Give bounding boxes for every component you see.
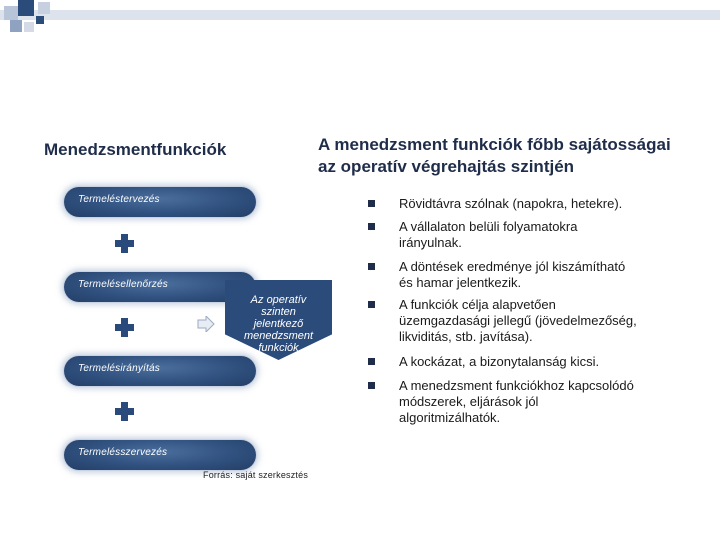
square-bullet-icon bbox=[368, 301, 375, 308]
list-item-line: likviditás, stb. javítása). bbox=[399, 329, 533, 344]
decorative-square bbox=[24, 22, 34, 32]
list-item-text bbox=[399, 219, 699, 251]
list-item-line: üzemgazdasági jellegű (jövedelmezőség, bbox=[399, 313, 637, 328]
list-item-line: A kockázat, a bizonytalanság kicsi. bbox=[399, 354, 600, 369]
right-title-line: A menedzsment funkciók főbb sajátosságai bbox=[318, 135, 671, 154]
list-item-line: A vállalaton belüli folyamatokra bbox=[399, 219, 578, 234]
header-band bbox=[0, 10, 720, 20]
decorative-square bbox=[36, 16, 44, 24]
right-title bbox=[318, 134, 678, 178]
function-label: Termeléstervezés bbox=[78, 194, 160, 205]
square-bullet-icon bbox=[368, 263, 375, 270]
square-bullet-icon bbox=[368, 358, 375, 365]
square-bullet-icon bbox=[368, 200, 375, 207]
list-item-line: A menedzsment funkciókhoz kapcsolódó bbox=[399, 378, 634, 393]
function-label: Termelésirányítás bbox=[78, 363, 160, 374]
list-item-text bbox=[399, 297, 699, 345]
right-title-line: az operatív végrehajtás szintjén bbox=[318, 157, 575, 176]
list-item-text bbox=[399, 378, 699, 426]
center-callout-line: szinten bbox=[261, 306, 296, 318]
center-callout-line: Az operatív bbox=[250, 294, 307, 306]
source-note: Forrás: saját szerkesztés bbox=[203, 470, 309, 480]
decorative-square bbox=[4, 6, 18, 20]
function-pill-organization bbox=[64, 440, 256, 470]
function-pill-direction bbox=[64, 356, 256, 386]
list-item-line: A funkciók célja alapvetően bbox=[399, 297, 556, 312]
decorative-square bbox=[18, 0, 34, 16]
list-item-line: módszerek, eljárások jól bbox=[399, 394, 539, 409]
square-bullet-icon bbox=[368, 223, 375, 230]
list-item-line: irányulnak. bbox=[399, 235, 462, 250]
decorative-square bbox=[10, 20, 22, 32]
arrow-right-icon bbox=[197, 316, 215, 332]
plus-icon bbox=[115, 318, 134, 337]
list-item-text bbox=[399, 354, 699, 370]
list-item-line: A döntések eredménye jól kiszámítható bbox=[399, 259, 626, 274]
list-item-text bbox=[399, 196, 699, 212]
left-title: Menedzsmentfunkciók bbox=[44, 140, 227, 159]
center-callout-line: menedzsment bbox=[243, 330, 314, 342]
plus-icon bbox=[115, 402, 134, 421]
function-label: Termelésszervezés bbox=[78, 447, 168, 458]
center-callout-text bbox=[225, 294, 332, 354]
center-callout-line: funkciók bbox=[258, 342, 299, 354]
function-pill-planning bbox=[64, 187, 256, 217]
list-item-line: algoritmizálhatók. bbox=[399, 410, 501, 425]
center-callout-line: jelentkező bbox=[253, 318, 304, 330]
decorative-square bbox=[38, 2, 50, 14]
list-item-text bbox=[399, 259, 699, 291]
list-item-line: és hamar jelentkezik. bbox=[399, 275, 522, 290]
list-item-line: Rövidtávra szólnak (napokra, hetekre). bbox=[399, 196, 623, 211]
function-label: Termelésellenőrzés bbox=[78, 279, 168, 290]
plus-icon bbox=[115, 234, 134, 253]
square-bullet-icon bbox=[368, 382, 375, 389]
